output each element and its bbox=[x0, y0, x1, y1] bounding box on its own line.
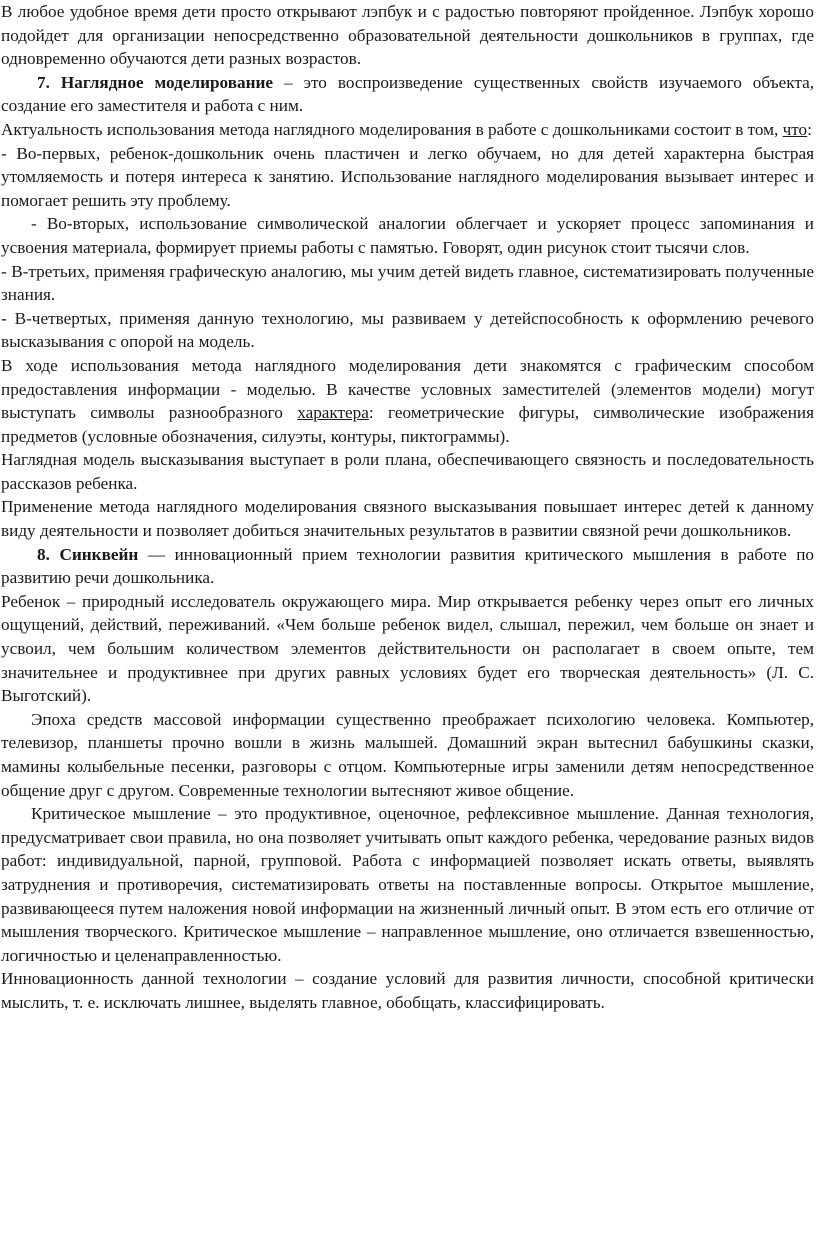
paragraph-critical-thinking: Критическое мышление – это продуктивное, оценочное, рефлексивное мышление. Данная технология, предусматривает свои правила, но она позволяет учитывать опыт каждого ребенка, чередование разных видов работ: индивидуальной, парной, групповой. Работа с информацией позволяет искать ответы, выявлять затруднения и противоречия, систематизировать ответы на поставленные вопросы. Открытое мышление, развивающееся путем наложения новой информации на жизненный личный опыт. В этом есть его отличие от мышления творческого. Критическое мышление – направленное мышление, оно отличается взвешенностью, логичностью и целенаправленностью. bbox=[1, 804, 814, 965]
paragraph-child-researcher: Ребенок – природный исследователь окружающего мира. Мир открывается ребенку через опыт его личных ощущений, действий, переживаний. «Чем больше ребенок видел, слышал, пережил, чем больше он знает и усвоил, чем большим количеством элементов действительности он располагает в своем опыте, тем значительнее и продуктивнее при других равных условиях будет его творческая деятельность» (Л. С. Выготский). bbox=[1, 591, 814, 706]
paragraph-sinkvein bbox=[1, 543, 814, 590]
paragraph-innovation: Инновационность данной технологии – создание условий для развития личности, способной критически мыслить, т. е. исключать лишнее, выделять главное, обобщать, классифицировать. bbox=[1, 969, 814, 1012]
paragraph-visual-modeling-definition bbox=[1, 71, 814, 118]
paragraph-fourthly: - В-четвертых, применяя данную технологию, мы развиваем у детейспособность к оформлению речевого высказывания с опорой на модель. bbox=[1, 308, 814, 352]
paragraph-model-usage bbox=[1, 354, 814, 448]
paragraph-relevance bbox=[1, 118, 814, 142]
paragraph-media-era: Эпоха средств массовой информации существенно преображает психологию человека. Компьютер, телевизор, планшеты прочно вошли в жизнь малышей. Домашний экран вытеснил бабушкины сказки, мамины колыбельные песенки, разговоры с отцом. Компьютерные игры заменили детям непосредственное общение друг с другом. Современные технологии вытесняют живое общение. bbox=[1, 709, 814, 800]
paragraph-secondly: - Во-вторых, использование символической аналогии облегчает и ускоряет процесс запоминания и усвоения материала, формирует приемы работы с памятью. Говорят, один рисунок стоит тысячи слов. bbox=[1, 214, 814, 257]
relevance-text: Актуальность использования метода наглядного моделирования в работе с дошкольниками состоит в том, bbox=[1, 119, 783, 139]
model-usage-text: В ходе использования метода наглядного моделирования дети знакомятся с графическим способом предоставления информации - моделью. В качестве условных заместителей (элементов модели) могут выступать символы разнообразного bbox=[1, 355, 814, 423]
visual-modeling-definition-text: – это воспроизведение существенных свойств изучаемого объекта, создание его заместителя и работа с ним. bbox=[1, 72, 814, 116]
section-heading-visual-modeling: 7. Наглядное моделирование bbox=[37, 72, 274, 92]
sinkvein-definition-text: — инновационный прием технологии развития критического мышления в работе по развитию речи дошкольника. bbox=[1, 544, 814, 588]
paragraph-method-application: Применение метода наглядного моделирования связного высказывания повышает интерес детей к данному виду деятельности и позволяет добиться значительных результатов в развитии связной речи дошкольников. bbox=[1, 497, 814, 541]
paragraph-lapbook: В любое удобное время дети просто открывают лэпбук и с радостью повторяют пройденное. Лэпбук хорошо подойдет для организации непосредственно образовательной деятельности дошкольников в группах, где одновременно обучаются дети разных возрастов. bbox=[1, 2, 814, 69]
paragraph-visual-model-plan: Наглядная модель высказывания выступает в роли плана, обеспечивающего связность и последовательность рассказов ребенка. bbox=[1, 450, 814, 493]
relevance-colon: : bbox=[807, 119, 812, 139]
paragraph-thirdly: - В-третьих, применяя графическую аналогию, мы учим детей видеть главное, систематизировать полученные знания. bbox=[1, 261, 814, 305]
link-chto[interactable]: что bbox=[782, 119, 808, 139]
paragraph-firstly: - Во-первых, ребенок-дошкольник очень пластичен и легко обучаем, но для детей характерна быстрая утомляемость и потеря интереса к занятию. Использование наглядного моделирования вызывает интерес и помогает решить эту проблему. bbox=[1, 143, 814, 210]
section-heading-sinkvein: 8. Синквейн bbox=[37, 544, 139, 564]
model-usage-text-end: : геометрические фигуры, символические изображения предметов (условные обозначения, силуэты, контуры, пиктограммы). bbox=[1, 403, 814, 446]
link-kharaktera[interactable]: характера bbox=[297, 403, 369, 423]
